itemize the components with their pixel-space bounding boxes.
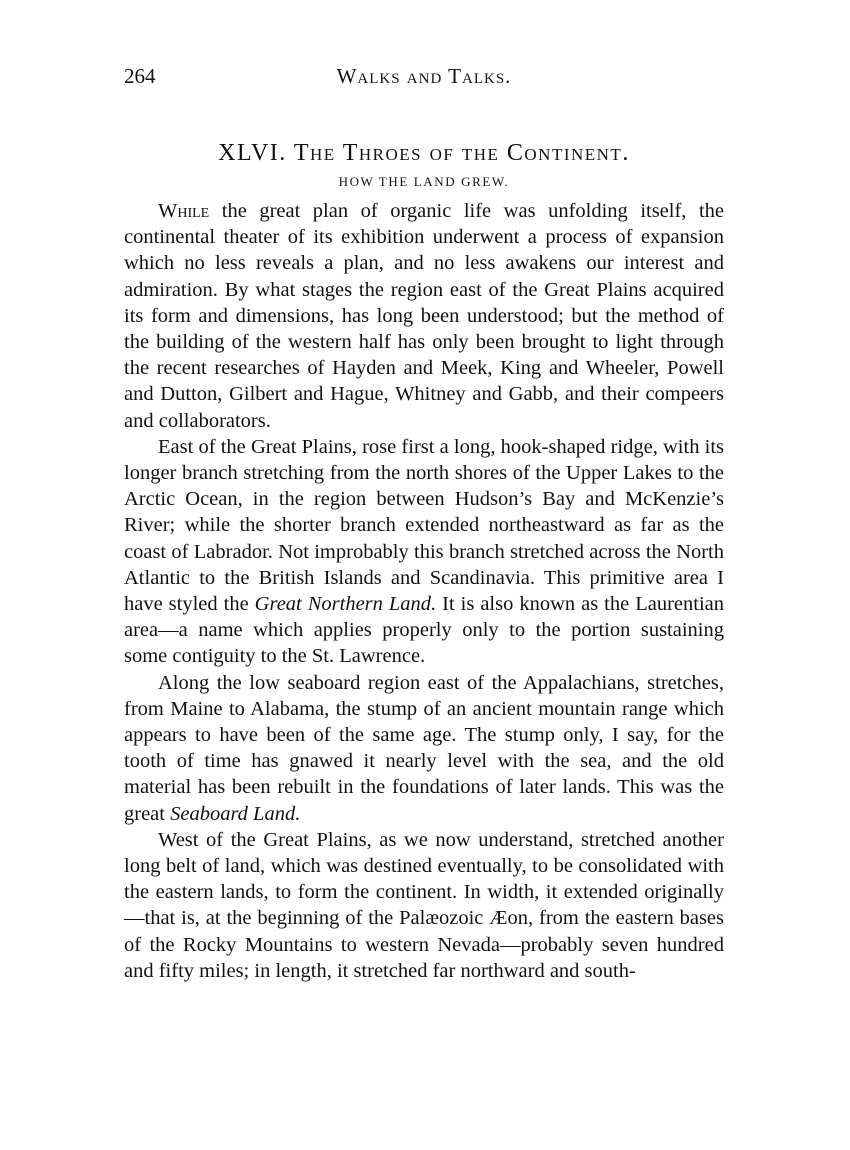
paragraph-1 bbox=[124, 198, 724, 434]
page-header bbox=[124, 64, 724, 94]
dropword: While bbox=[158, 200, 210, 222]
chapter-subtitle: HOW THE LAND GREW. bbox=[338, 174, 510, 189]
paragraph-3 bbox=[124, 670, 724, 827]
chapter-title: XLVI. The Throes of the Continent. bbox=[218, 140, 630, 166]
italic-term: Seaboard Land. bbox=[170, 802, 301, 825]
paragraph-text: Along the low seaboard region east of the Appalachians, stretches, from Maine to Alabama, the stump of an ancient mountain range which appears to have been of the same age. The stump only, I say, for the tooth of time has gnawed it nearly level with the sea, and the old material has been rebuilt in the foundations of later lands. This was the great bbox=[124, 671, 724, 825]
paragraph-4 bbox=[124, 827, 724, 984]
italic-term: Great Northern Land. bbox=[254, 593, 437, 616]
paragraph-2 bbox=[124, 434, 724, 670]
paragraph-text: the great plan of organic life was unfolding itself, the continental theater of its exhibition underwent a process of expansion which no less reveals a plan, and no less awakens our interest and admiration. By what stages the region east of the Great Plains acquired its form and dimensions, has long been understood; but the method of the building of the western half has only been brought to light through the recent researches of Hayden and Meek, King and Wheeler, Powell and Dutton, Gilbert and Hague, Whitney and Gabb, and their compeers and collaborators. bbox=[124, 200, 724, 432]
paragraph-text: East of the Great Plains, rose first a long, hook-shaped ridge, with its longer branch stretching from the north shores of the Upper Lakes to the Arctic Ocean, in the region between Hudson’s Bay and McKenzie’s River; while the shorter branch extended northeastward as far as the coast of Labrador. Not improbably this branch stretched across the North Atlantic to the British Islands and Scandinavia. This primitive area I have styled the bbox=[124, 435, 724, 616]
running-head: Walks and Talks. bbox=[336, 64, 512, 88]
paragraph-text: West of the Great Plains, as we now understand, stretched another long belt of land, which was destined eventually, to be consolidated with the eastern lands, to form the continent. In width, it extended originally—that is, at the beginning of the Palæozoic Æon, from the eastern bases of the Rocky Mountains to western Nevada—probably seven hundred and fifty miles; in length, it stretched far northward and south- bbox=[124, 828, 724, 982]
body-text bbox=[124, 198, 724, 984]
paragraph-text: It is also known as the Laurentian area—a name which applies properly only to the portion sustaining some contiguity to the St. Lawrence. bbox=[124, 593, 725, 668]
page-number: 264 bbox=[124, 64, 156, 88]
